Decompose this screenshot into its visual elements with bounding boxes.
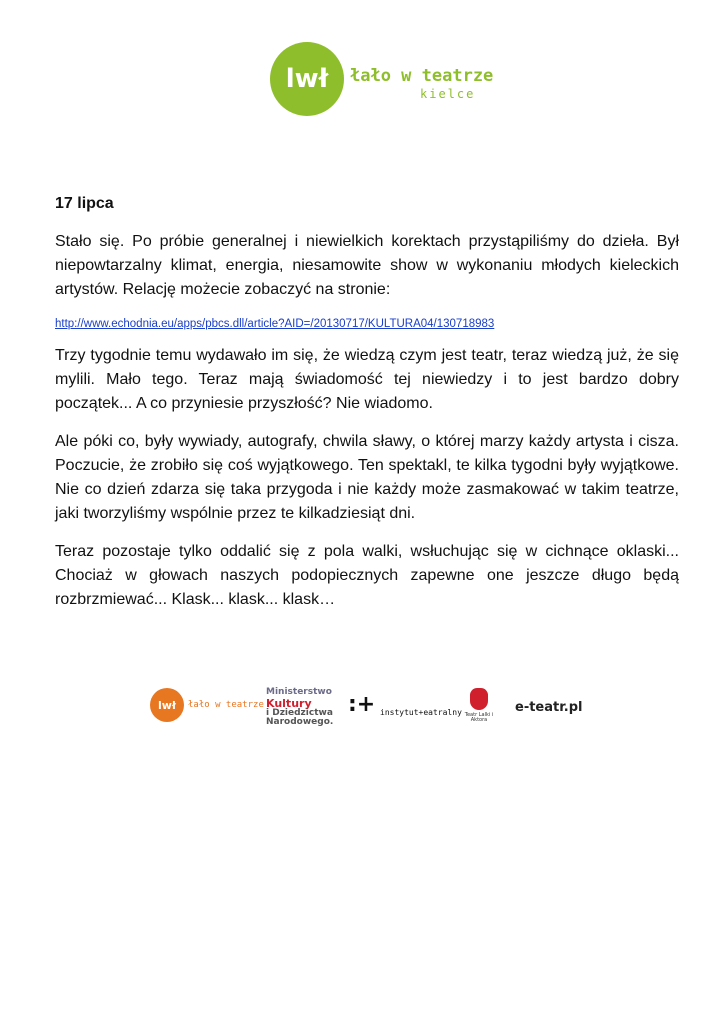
sponsor-logos [150, 688, 590, 728]
institute-name: instytut+eatralny [380, 708, 462, 717]
header-logo [270, 42, 494, 116]
logo-name: łało w teatrze [350, 66, 494, 86]
institute-symbol: :+ [348, 692, 376, 717]
sponsor-lwt-name: łało w teatrze [188, 700, 264, 710]
logo-city: kielce [420, 87, 476, 101]
article-link[interactable]: http://www.echodnia.eu/apps/pbcs.dll/article?AID=/20130717/KULTURA04/130718983 [55, 318, 495, 330]
paragraph-1: Stało się. Po próbie generalnej i niewielkich korektach przystąpiliśmy do dzieła. Był niepowtarzalny klimat, energia, niesamowite show w wykonaniu młodych kieleckich artystów. Relację możecie zobaczyć na stronie: [55, 233, 679, 298]
article-date: 17 lipca [55, 195, 114, 212]
ministry-line-1: Ministerstwo [266, 687, 332, 697]
hand-icon [470, 688, 488, 710]
article-body [55, 192, 679, 626]
paragraph-4: Teraz pozostaje tylko oddalić się z pola walki, wsłuchując się w cichnące oklaski... Chociaż w głowach naszych podopiecznych zapewne one jeszcze długo będą rozbrzmiewać... Klask... klask... klask… [55, 543, 679, 608]
sponsor-eteatr-logo: e-teatr.pl [515, 700, 583, 715]
paragraph-3: Ale póki co, były wywiady, autografy, chwila sławy, o której marzy każdy artysta i cisza. Poczucie, że zrobiło się coś wyjątkowego. Ten spektakl, te kilka tygodni były wyjątkowe. Nie co dzień zdarza się taka przygoda i nie każdy może zasmakować w takim teatrze, jaki tworzyliśmy wspólnie przez te kilkadziesiąt dni. [55, 433, 679, 522]
sponsor-lwt-mark: lwł [150, 688, 184, 722]
ministry-line-3: i Dziedzictwa [266, 707, 333, 718]
logo-mark: lwł [270, 42, 344, 116]
ministry-line-2: Kultury [266, 696, 312, 710]
sponsor-ministry-logo [266, 688, 333, 728]
ministry-line-4: Narodowego. [266, 717, 334, 727]
sponsor-lalki-logo [464, 688, 494, 728]
paragraph-2: Trzy tygodnie temu wydawało im się, że wiedzą czym jest teatr, teraz wiedzą już, że się mylili. Mało tego. Teraz mają świadomość tej niewiedzy i to jest bardzo dobry początek... A co przyniesie przyszłość? Nie wiadomo. [55, 347, 679, 412]
lalki-text: Teatr Lalki i Aktora [464, 712, 494, 723]
